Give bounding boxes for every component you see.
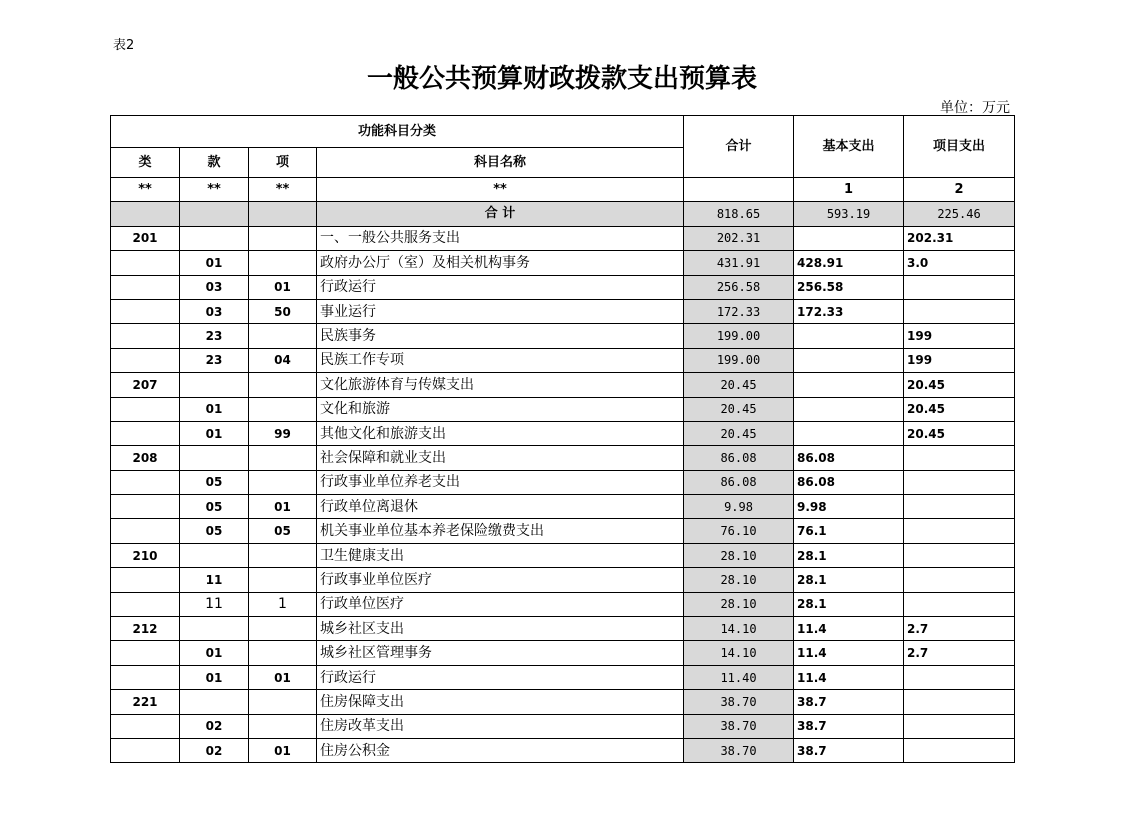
lei-cell xyxy=(111,495,180,519)
basic-cell xyxy=(794,421,904,445)
xiang-cell xyxy=(249,568,317,592)
total-cell: 86.08 xyxy=(684,446,794,470)
xiang-cell xyxy=(249,543,317,567)
basic-cell: 86.08 xyxy=(794,446,904,470)
total-cell: 86.08 xyxy=(684,470,794,494)
total-cell: 76.10 xyxy=(684,519,794,543)
total-basic: 593.19 xyxy=(794,202,904,226)
basic-cell: 11.4 xyxy=(794,617,904,641)
header-kuan: 款 xyxy=(180,148,249,178)
lei-cell xyxy=(111,592,180,616)
total-label: 合 计 xyxy=(317,202,684,226)
subject-name-cell: 行政单位医疗 xyxy=(317,592,684,616)
total-cell: 28.10 xyxy=(684,568,794,592)
subject-name-cell: 行政运行 xyxy=(317,665,684,689)
xiang-cell xyxy=(249,324,317,348)
project-cell xyxy=(904,568,1015,592)
header-lei: 类 xyxy=(111,148,180,178)
kuan-cell: 05 xyxy=(180,470,249,494)
kuan-cell xyxy=(180,690,249,714)
xiang-cell: 50 xyxy=(249,299,317,323)
table-row xyxy=(111,543,1015,567)
subject-name-cell: 行政单位离退休 xyxy=(317,495,684,519)
basic-cell: 11.4 xyxy=(794,641,904,665)
page-title: 一般公共预算财政拨款支出预算表 xyxy=(366,64,757,94)
total-project: 225.46 xyxy=(904,202,1015,226)
total-cell: 20.45 xyxy=(684,421,794,445)
lei-cell: 207 xyxy=(111,373,180,397)
table-row xyxy=(111,470,1015,494)
table-row xyxy=(111,446,1015,470)
index-cell: 1 xyxy=(794,178,904,202)
subject-name-cell: 民族事务 xyxy=(317,324,684,348)
xiang-cell: 1 xyxy=(249,592,317,616)
subject-name-cell: 机关事业单位基本养老保险缴费支出 xyxy=(317,519,684,543)
lei-cell: 221 xyxy=(111,690,180,714)
total-cell: 172.33 xyxy=(684,299,794,323)
project-cell: 2.7 xyxy=(904,617,1015,641)
subject-name-cell: 社会保障和就业支出 xyxy=(317,446,684,470)
kuan-cell: 01 xyxy=(180,421,249,445)
total-lei-cell xyxy=(111,202,180,226)
subject-name-cell: 行政运行 xyxy=(317,275,684,299)
xiang-cell: 01 xyxy=(249,738,317,762)
index-cell: ** xyxy=(111,178,180,202)
basic-cell: 172.33 xyxy=(794,299,904,323)
table-row xyxy=(111,714,1015,738)
xiang-cell xyxy=(249,470,317,494)
total-cell: 202.31 xyxy=(684,226,794,250)
project-cell xyxy=(904,470,1015,494)
subject-name-cell: 其他文化和旅游支出 xyxy=(317,421,684,445)
header-basic-expense: 基本支出 xyxy=(794,116,904,178)
kuan-cell: 02 xyxy=(180,738,249,762)
lei-cell xyxy=(111,470,180,494)
index-cell: ** xyxy=(180,178,249,202)
header-total: 合计 xyxy=(684,116,794,178)
table-row xyxy=(111,738,1015,762)
unit-label: 单位：万元 xyxy=(940,100,1010,116)
table-row xyxy=(111,495,1015,519)
lei-cell xyxy=(111,251,180,275)
total-xiang-cell xyxy=(249,202,317,226)
total-cell: 14.10 xyxy=(684,641,794,665)
total-cell: 20.45 xyxy=(684,397,794,421)
total-cell: 14.10 xyxy=(684,617,794,641)
xiang-cell: 01 xyxy=(249,275,317,299)
table-row xyxy=(111,275,1015,299)
project-cell xyxy=(904,543,1015,567)
xiang-cell: 01 xyxy=(249,495,317,519)
lei-cell xyxy=(111,324,180,348)
basic-cell xyxy=(794,348,904,372)
basic-cell xyxy=(794,226,904,250)
header-xiang: 项 xyxy=(249,148,317,178)
table-row xyxy=(111,519,1015,543)
table-row xyxy=(111,421,1015,445)
table-row xyxy=(111,641,1015,665)
xiang-cell: 04 xyxy=(249,348,317,372)
xiang-cell: 05 xyxy=(249,519,317,543)
index-cell: ** xyxy=(249,178,317,202)
header-function-category: 功能科目分类 xyxy=(111,116,684,148)
total-kuan-cell xyxy=(180,202,249,226)
project-cell: 20.45 xyxy=(904,421,1015,445)
kuan-cell: 02 xyxy=(180,714,249,738)
lei-cell xyxy=(111,738,180,762)
subject-name-cell: 城乡社区支出 xyxy=(317,617,684,641)
kuan-cell: 01 xyxy=(180,641,249,665)
index-cell: 2 xyxy=(904,178,1015,202)
xiang-cell xyxy=(249,617,317,641)
kuan-cell: 11 xyxy=(180,568,249,592)
budget-table xyxy=(110,115,1015,763)
basic-cell: 428.91 xyxy=(794,251,904,275)
total-cell: 9.98 xyxy=(684,495,794,519)
table-row xyxy=(111,373,1015,397)
basic-cell: 9.98 xyxy=(794,495,904,519)
xiang-cell xyxy=(249,251,317,275)
project-cell: 20.45 xyxy=(904,397,1015,421)
total-cell: 28.10 xyxy=(684,592,794,616)
project-cell xyxy=(904,738,1015,762)
index-row xyxy=(111,178,1015,202)
lei-cell xyxy=(111,665,180,689)
kuan-cell xyxy=(180,446,249,470)
project-cell xyxy=(904,495,1015,519)
project-cell: 3.0 xyxy=(904,251,1015,275)
project-cell: 199 xyxy=(904,324,1015,348)
project-cell: 2.7 xyxy=(904,641,1015,665)
total-cell: 38.70 xyxy=(684,738,794,762)
subject-name-cell: 事业运行 xyxy=(317,299,684,323)
project-cell: 202.31 xyxy=(904,226,1015,250)
kuan-cell xyxy=(180,373,249,397)
basic-cell: 11.4 xyxy=(794,665,904,689)
kuan-cell xyxy=(180,226,249,250)
basic-cell: 86.08 xyxy=(794,470,904,494)
xiang-cell xyxy=(249,373,317,397)
subject-name-cell: 行政事业单位医疗 xyxy=(317,568,684,592)
lei-cell xyxy=(111,421,180,445)
lei-cell xyxy=(111,397,180,421)
basic-cell: 38.7 xyxy=(794,690,904,714)
subject-name-cell: 文化和旅游 xyxy=(317,397,684,421)
basic-cell: 38.7 xyxy=(794,738,904,762)
subject-name-cell: 住房公积金 xyxy=(317,738,684,762)
kuan-cell: 03 xyxy=(180,275,249,299)
total-cell: 28.10 xyxy=(684,543,794,567)
table-row xyxy=(111,568,1015,592)
basic-cell: 256.58 xyxy=(794,275,904,299)
project-cell xyxy=(904,592,1015,616)
kuan-cell: 23 xyxy=(180,348,249,372)
project-cell xyxy=(904,690,1015,714)
project-cell: 199 xyxy=(904,348,1015,372)
total-cell: 199.00 xyxy=(684,324,794,348)
lei-cell xyxy=(111,641,180,665)
lei-cell: 210 xyxy=(111,543,180,567)
project-cell xyxy=(904,299,1015,323)
table-row xyxy=(111,299,1015,323)
total-cell: 256.58 xyxy=(684,275,794,299)
basic-cell xyxy=(794,373,904,397)
table-row xyxy=(111,324,1015,348)
kuan-cell: 05 xyxy=(180,519,249,543)
project-cell xyxy=(904,665,1015,689)
subject-name-cell: 城乡社区管理事务 xyxy=(317,641,684,665)
table-row xyxy=(111,251,1015,275)
table-row xyxy=(111,348,1015,372)
header-subject-name: 科目名称 xyxy=(317,148,684,178)
lei-cell xyxy=(111,299,180,323)
subject-name-cell: 民族工作专项 xyxy=(317,348,684,372)
basic-cell xyxy=(794,324,904,348)
kuan-cell xyxy=(180,617,249,641)
subject-name-cell: 政府办公厅（室）及相关机构事务 xyxy=(317,251,684,275)
project-cell xyxy=(904,714,1015,738)
basic-cell: 28.1 xyxy=(794,592,904,616)
subject-name-cell: 一、一般公共服务支出 xyxy=(317,226,684,250)
kuan-cell: 01 xyxy=(180,251,249,275)
total-cell: 38.70 xyxy=(684,714,794,738)
lei-cell: 212 xyxy=(111,617,180,641)
table-row xyxy=(111,690,1015,714)
lei-cell xyxy=(111,519,180,543)
subject-name-cell: 住房改革支出 xyxy=(317,714,684,738)
kuan-cell: 05 xyxy=(180,495,249,519)
table-row xyxy=(111,592,1015,616)
total-row xyxy=(111,202,1015,226)
kuan-cell: 01 xyxy=(180,397,249,421)
lei-cell: 208 xyxy=(111,446,180,470)
kuan-cell: 01 xyxy=(180,665,249,689)
index-cell: ** xyxy=(317,178,684,202)
lei-cell xyxy=(111,714,180,738)
kuan-cell: 03 xyxy=(180,299,249,323)
basic-cell: 28.1 xyxy=(794,543,904,567)
kuan-cell: 23 xyxy=(180,324,249,348)
lei-cell xyxy=(111,568,180,592)
basic-cell: 28.1 xyxy=(794,568,904,592)
lei-cell: 201 xyxy=(111,226,180,250)
subject-name-cell: 行政事业单位养老支出 xyxy=(317,470,684,494)
lei-cell xyxy=(111,275,180,299)
total-amount: 818.65 xyxy=(684,202,794,226)
project-cell xyxy=(904,275,1015,299)
xiang-cell xyxy=(249,690,317,714)
table-row xyxy=(111,397,1015,421)
total-cell: 199.00 xyxy=(684,348,794,372)
lei-cell xyxy=(111,348,180,372)
total-cell: 11.40 xyxy=(684,665,794,689)
total-cell: 20.45 xyxy=(684,373,794,397)
table-tag: 表2 xyxy=(113,38,135,53)
xiang-cell xyxy=(249,641,317,665)
subject-name-cell: 住房保障支出 xyxy=(317,690,684,714)
xiang-cell xyxy=(249,397,317,421)
basic-cell xyxy=(794,397,904,421)
index-cell xyxy=(684,178,794,202)
kuan-cell: 11 xyxy=(180,592,249,616)
project-cell xyxy=(904,519,1015,543)
xiang-cell xyxy=(249,226,317,250)
table-row xyxy=(111,665,1015,689)
subject-name-cell: 文化旅游体育与传媒支出 xyxy=(317,373,684,397)
table-row xyxy=(111,226,1015,250)
basic-cell: 76.1 xyxy=(794,519,904,543)
project-cell xyxy=(904,446,1015,470)
xiang-cell xyxy=(249,446,317,470)
xiang-cell: 01 xyxy=(249,665,317,689)
project-cell: 20.45 xyxy=(904,373,1015,397)
xiang-cell: 99 xyxy=(249,421,317,445)
header-project-expense: 项目支出 xyxy=(904,116,1015,178)
xiang-cell xyxy=(249,714,317,738)
total-cell: 431.91 xyxy=(684,251,794,275)
subject-name-cell: 卫生健康支出 xyxy=(317,543,684,567)
basic-cell: 38.7 xyxy=(794,714,904,738)
total-cell: 38.70 xyxy=(684,690,794,714)
table-row xyxy=(111,617,1015,641)
kuan-cell xyxy=(180,543,249,567)
